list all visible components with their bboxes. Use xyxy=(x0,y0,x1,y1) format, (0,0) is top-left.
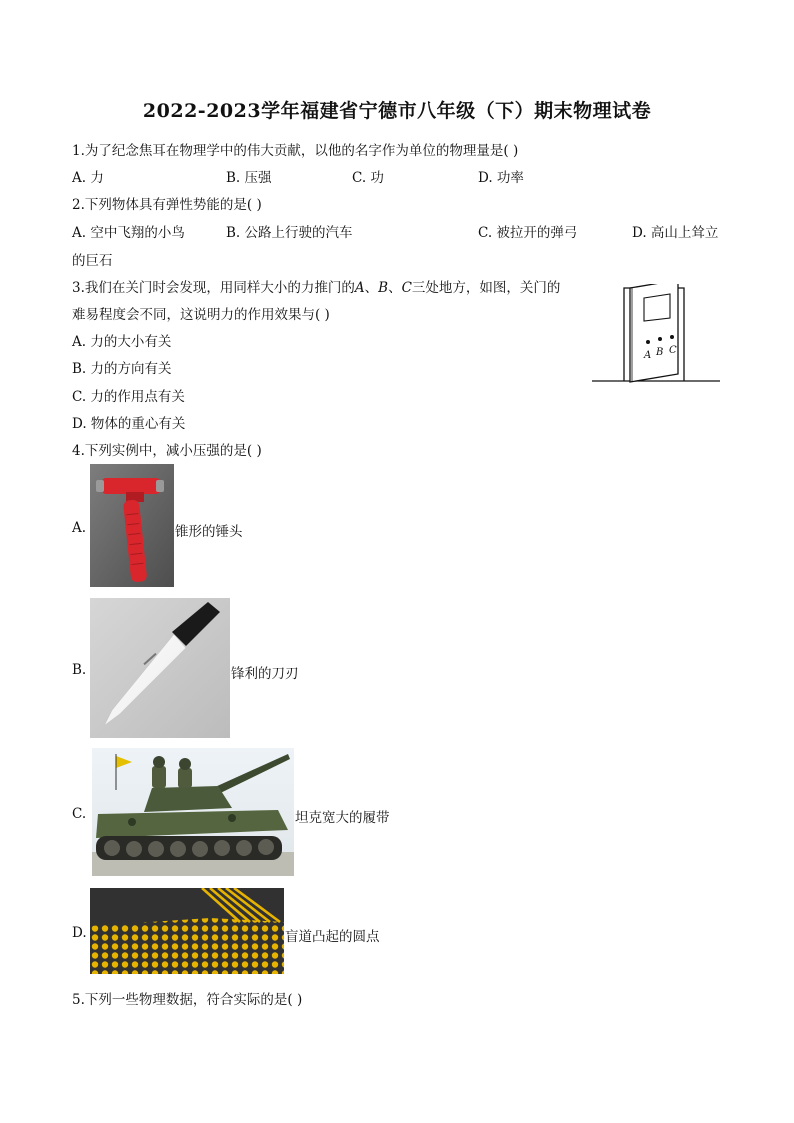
q4-option-b-letter: B. xyxy=(72,662,87,678)
q3-point-c: C xyxy=(401,280,412,296)
q3-point-a: A xyxy=(354,280,365,296)
q3-point-b: B xyxy=(378,280,389,296)
page-title: 2022-2023学年福建省宁德市八年级（下）期末物理试卷 xyxy=(142,100,652,122)
q4-option-c-caption: 坦克宽大的履带 xyxy=(295,810,390,826)
q1-option-a: A. 力 xyxy=(72,170,104,186)
q2-option-b: B. 公路上行驶的汽车 xyxy=(226,225,353,241)
q3-option-d: D. 物体的重心有关 xyxy=(72,416,186,432)
q2-stem: 2.下列物体具有弹性势能的是( ) xyxy=(72,197,262,213)
q1-option-b: B. 压强 xyxy=(226,170,272,186)
q1-stem: 1.为了纪念焦耳在物理学中的伟大贡献，以他的名字作为单位的物理量是( ) xyxy=(72,143,519,159)
q4-option-d-caption: 盲道凸起的圆点 xyxy=(285,929,380,945)
q2-option-c: C. 被拉开的弹弓 xyxy=(478,225,578,241)
q3-sep-2: 、 xyxy=(388,280,402,296)
q3-sep-1: 、 xyxy=(364,280,379,296)
q1-option-c: C. 功 xyxy=(352,170,384,186)
q2-option-d: D. 高山上耸立 xyxy=(632,225,719,241)
q1-option-d: D. 功率 xyxy=(478,170,524,186)
door-figure xyxy=(592,284,720,384)
q2-option-a: A. 空中飞翔的小鸟 xyxy=(72,225,185,241)
q3-stem-line2: 难易程度会不同，这说明力的作用效果与( ) xyxy=(72,307,330,323)
door-label-a: A xyxy=(644,350,652,361)
q3-stem-line1 xyxy=(72,276,560,296)
q4-option-b-caption: 锋利的刀刃 xyxy=(231,666,299,682)
q3-stem-prefix: 3.我们在关门时会发现，用同样大小的力推门的 xyxy=(72,280,355,296)
q4-option-d-letter: D. xyxy=(72,925,87,941)
q3-option-c: C. 力的作用点有关 xyxy=(72,389,185,405)
q5-stem: 5.下列一些物理数据，符合实际的是( ) xyxy=(72,992,303,1008)
q4-option-c-letter: C. xyxy=(72,806,87,822)
door-label-b: B xyxy=(656,347,664,358)
tank-image xyxy=(92,748,294,876)
q3-stem-suffix: 三处地方，如图，关门的 xyxy=(411,280,561,296)
q3-option-a: A. 力的大小有关 xyxy=(72,334,172,350)
q2-option-d-continued: 的巨石 xyxy=(72,253,113,269)
q4-stem: 4.下列实例中，减小压强的是( ) xyxy=(72,443,262,459)
hammer-image xyxy=(90,464,174,587)
q3-option-b: B. 力的方向有关 xyxy=(72,361,172,377)
q4-option-a-caption: 锥形的锤头 xyxy=(175,524,243,540)
knife-image xyxy=(90,598,230,738)
q4-option-a-letter: A. xyxy=(72,520,87,536)
tactile-paving-image xyxy=(90,888,284,974)
door-label-c: C xyxy=(669,345,677,356)
